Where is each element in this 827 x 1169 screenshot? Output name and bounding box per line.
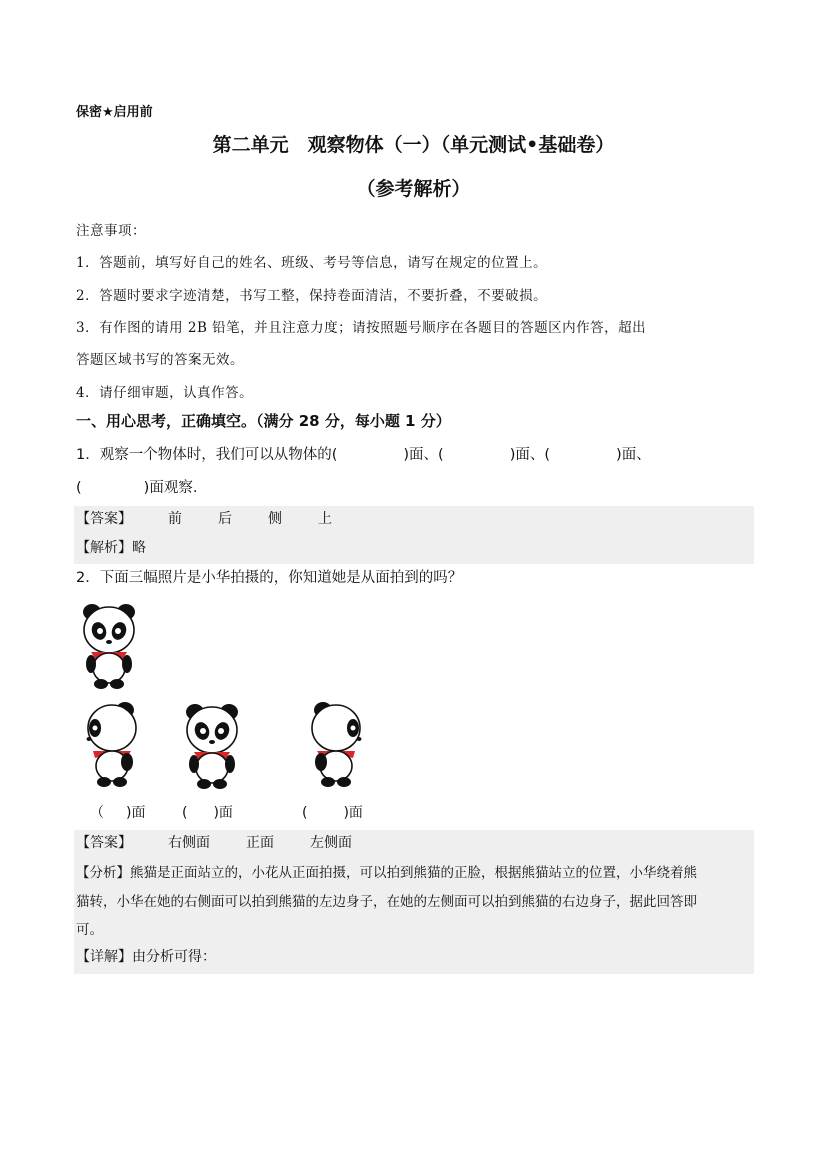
q1-answer-3: 侧 (268, 511, 282, 527)
q2-answer-1: 右侧面 (168, 835, 210, 851)
section-heading: 一、用心思考，正确填空。（满分 28 分，每小题 1 分） (76, 412, 451, 430)
q2-answer-3: 左侧面 (310, 835, 352, 851)
q1-text-part2: )面、( (403, 447, 444, 463)
q2-blank-3 (302, 802, 363, 822)
note-item-3-line1: 3．有作图的请用 2B 铅笔，并且注意力度；请按照题号顺序在各题目的答题区内作答，超出 (76, 320, 647, 336)
question-1-line1 (76, 443, 651, 464)
q2-blank-3-close: )面 (343, 805, 363, 821)
q1-analysis-line (76, 537, 146, 557)
q2-detail-label: 【详解】 (76, 949, 132, 965)
panda-front-view-2-icon (181, 700, 243, 790)
secret-label: 保密★启用前 (76, 105, 153, 120)
q2-analysis-line1 (76, 861, 697, 881)
q1-answer-line (76, 508, 332, 528)
q2-detail-text: 由分析可得： (132, 949, 216, 965)
panda-side-view-1-icon (81, 698, 143, 788)
q2-blank-1-open: （ (90, 805, 104, 821)
page-subtitle: （参考解析） (356, 178, 471, 200)
note-item-2: 2．答题时要求字迹清楚，书写工整，保持卷面清洁，不要折叠，不要破损。 (76, 288, 548, 304)
q2-blank-3-open: ( (302, 805, 308, 821)
question-1-line2 (76, 476, 197, 497)
q1-analysis-text: 略 (132, 540, 146, 556)
note-item-4: 4．请仔细审题，认真作答。 (76, 385, 254, 401)
q2-detail-line (76, 946, 216, 966)
q1-text-end: )面观察. (143, 480, 198, 496)
q1-text-part1: 1．观察一个物体时，我们可以从物体的( (76, 447, 338, 463)
q1-answer-4: 上 (318, 511, 332, 527)
note-item-3-line2: 答题区域书写的答案无效。 (76, 352, 244, 368)
panda-side-view-3-icon (305, 698, 367, 788)
q2-answer-2: 正面 (246, 835, 274, 851)
q1-blank-open: ( (76, 480, 82, 496)
q2-answer-label: 【答案】 (76, 835, 132, 851)
q2-blank-1 (90, 802, 145, 822)
q1-analysis-label: 【解析】 (76, 540, 132, 556)
page-title: 第二单元 观察物体（一）（单元测试•基础卷） (212, 134, 615, 156)
q1-answer-2: 后 (218, 511, 232, 527)
notes-heading: 注意事项： (76, 223, 146, 239)
note-item-1: 1．答题前，填写好自己的姓名、班级、考号等信息，请写在规定的位置上。 (76, 255, 548, 271)
q2-blank-2 (182, 802, 233, 822)
q2-analysis-label: 【分析】 (76, 865, 130, 881)
q2-blank-2-open: ( (182, 805, 188, 821)
q1-answer-1: 前 (168, 511, 182, 527)
panda-front-icon (78, 600, 140, 690)
q1-text-part4: )面、 (616, 447, 651, 463)
q2-answer-line (76, 832, 352, 852)
q1-answer-label: 【答案】 (76, 511, 132, 527)
question-2-text: 2．下面三幅照片是小华拍摄的，你知道她是从面拍到的吗？ (76, 570, 463, 586)
q2-blank-1-close: )面 (126, 805, 146, 821)
q1-text-part3: )面、( (509, 447, 551, 463)
q2-blank-2-close: )面 (213, 805, 233, 821)
q2-analysis-line3: 可。 (76, 922, 103, 938)
q2-analysis-line2: 猫转，小华在她的右侧面可以拍到熊猫的左边身子，在她的左侧面可以拍到熊猫的右边身子，据此回答即 (76, 894, 697, 910)
q2-analysis-text-1: 熊猫是正面站立的，小花从正面拍摄，可以拍到熊猫的正脸，根据熊猫站立的位置，小华绕着熊 (130, 865, 697, 881)
